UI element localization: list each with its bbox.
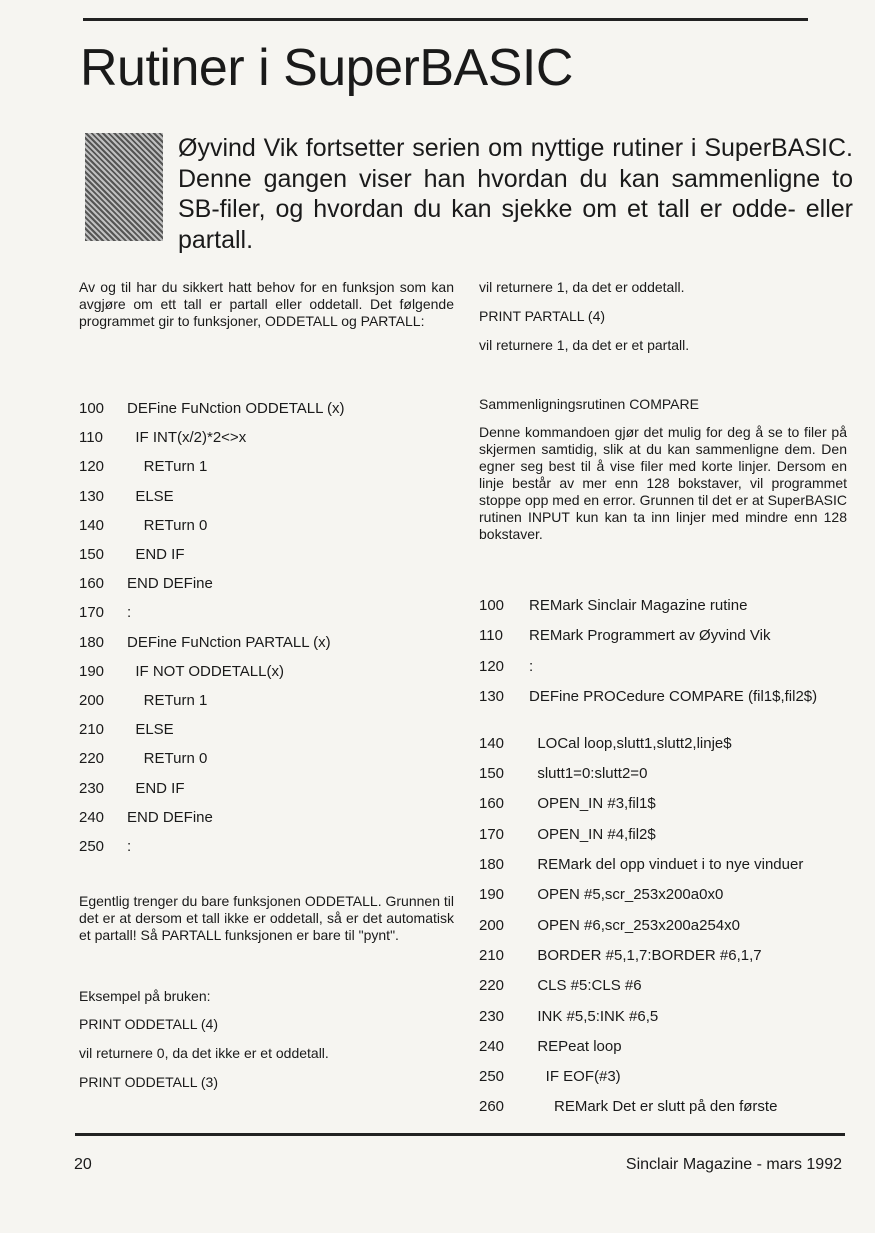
line-number: 120 — [479, 657, 505, 675]
author-photo — [85, 133, 163, 241]
line-number: 150 — [479, 765, 505, 783]
line-number: 210 — [79, 721, 105, 739]
code-line — [79, 400, 345, 418]
line-number: 190 — [479, 886, 505, 904]
line-number: 200 — [479, 916, 505, 934]
code-text: IF EOF(#3) — [529, 1068, 621, 1086]
code-text: REPeat loop — [529, 1037, 622, 1055]
code-text: : — [529, 657, 534, 675]
line-number: 170 — [479, 825, 505, 843]
code-text: OPEN_IN #4,fil2$ — [529, 825, 656, 843]
line-number: 150 — [79, 546, 105, 563]
code-line — [479, 1068, 621, 1086]
line-number: 180 — [79, 633, 105, 651]
line-number: 110 — [479, 627, 503, 645]
line-number: 240 — [479, 1037, 505, 1055]
code-text: END IF — [127, 779, 185, 797]
line-number: 240 — [79, 808, 105, 826]
line-number: 100 — [79, 400, 105, 417]
code-text: RETurn 1 — [127, 692, 208, 709]
line-number: 180 — [479, 856, 505, 874]
code-text: RETurn 1 — [127, 458, 208, 476]
line-number: 130 — [479, 687, 505, 705]
example-text-3: vil returnere 1, da det er et partall. — [479, 337, 690, 353]
code-line — [479, 795, 656, 813]
example-code-1: PRINT ODDETALL (4) — [79, 1016, 218, 1032]
code-text: slutt1=0:slutt2=0 — [529, 765, 648, 783]
line-number: 250 — [79, 838, 105, 855]
code-line — [79, 429, 246, 447]
code-text: END IF — [127, 546, 185, 563]
code-line — [479, 826, 656, 844]
code-line — [479, 856, 803, 874]
code-line — [79, 517, 207, 535]
line-number: 160 — [479, 795, 505, 813]
code-text: INK #5,5:INK #6,5 — [529, 1007, 659, 1025]
code-line — [79, 604, 131, 622]
code-line — [79, 809, 213, 827]
code-line — [79, 634, 331, 652]
code-text: OPEN_IN #3,fil1$ — [529, 795, 656, 813]
line-number: 230 — [479, 1007, 505, 1025]
line-number: 210 — [479, 946, 505, 964]
line-number: 250 — [479, 1068, 505, 1086]
intro-paragraph: Av og til har du sikkert hatt behov for en funksjon som kan avgjøre om ett tall er partall eller oddetall. Det følgende programmet gir to funksjoner, ODDETALL og PARTALL: — [79, 279, 454, 329]
line-number: 230 — [79, 779, 105, 797]
code-text: IF NOT ODDETALL(x) — [127, 662, 284, 680]
publication-footer: Sinclair Magazine - mars 1992 — [625, 1156, 842, 1173]
example-heading: Eksempel på bruken: — [79, 988, 211, 1004]
code-text: : — [127, 838, 132, 855]
code-text: CLS #5:CLS #6 — [529, 977, 642, 995]
line-number: 120 — [79, 458, 105, 476]
bottom-rule — [75, 1133, 845, 1136]
line-number: 110 — [79, 429, 103, 447]
code-line — [79, 458, 207, 476]
line-number: 220 — [479, 977, 505, 995]
code-line — [479, 597, 747, 615]
explain-paragraph: Egentlig trenger du bare funksjonen ODDETALL. Grunnen til det er at dersom et tall ikke er oddetall, så er det automatisk et partall! Så PARTALL funksjonen er bare til "pynt". — [79, 893, 454, 943]
code-line — [479, 688, 847, 706]
code-line — [79, 750, 207, 768]
page-number: 20 — [74, 1156, 92, 1173]
code-line — [79, 488, 174, 506]
code-text: LOCal loop,slutt1,slutt2,linje$ — [529, 734, 732, 752]
code-text: END DEFine — [127, 808, 213, 826]
code-line — [479, 947, 762, 965]
line-number: 170 — [79, 604, 105, 622]
line-number: 200 — [79, 692, 105, 709]
code-text: REMark Sinclair Magazine rutine — [529, 597, 748, 614]
code-text: REMark Programmert av Øyvind Vik — [529, 627, 771, 645]
line-number: 160 — [79, 575, 105, 593]
code-line — [479, 765, 647, 783]
article-title: Rutiner i SuperBASIC — [80, 39, 573, 97]
line-number: 190 — [79, 662, 105, 680]
code-line — [479, 627, 770, 645]
example-text-2: vil returnere 1, da det er oddetall. — [479, 279, 685, 295]
compare-heading: Sammenligningsrutinen COMPARE — [479, 396, 699, 412]
code-text: REMark Det er slutt på den første — [529, 1098, 778, 1116]
example-code-3: PRINT PARTALL (4) — [479, 308, 606, 324]
code-line — [479, 886, 723, 904]
code-text: RETurn 0 — [127, 516, 208, 534]
code-text: ELSE — [127, 487, 174, 505]
code-line — [79, 546, 185, 564]
line-number: 130 — [79, 487, 105, 505]
example-code-2: PRINT ODDETALL (3) — [79, 1074, 218, 1090]
code-text: RETurn 0 — [127, 750, 208, 768]
code-line — [479, 735, 732, 753]
compare-paragraph: Denne kommandoen gjør det mulig for deg å se to filer på skjermen samtidig, slik at du kan sammenligne dem. Den egner seg best til å vise filer med korte linjer. Dersom en linje består av mer enn 128 bokstaver, vil programmet stoppe opp med en error. Grunnen til det er at SuperBASIC rutinen INPUT kun kan ta inn linjer med mindre enn 128 bokstaver. — [479, 424, 847, 542]
code-text: : — [127, 604, 132, 622]
code-line — [479, 658, 533, 676]
code-text: OPEN #6,scr_253x200a254x0 — [529, 916, 740, 934]
code-line — [479, 1008, 658, 1026]
code-text: IF INT(x/2)*2<>x — [127, 429, 247, 447]
code-line — [479, 1038, 622, 1056]
line-number: 140 — [79, 516, 105, 534]
code-text: OPEN #5,scr_253x200a0x0 — [529, 886, 724, 904]
code-line — [479, 977, 642, 995]
code-text: DEFine PROCedure COMPARE (fil1$,fil2$) — [529, 687, 818, 705]
line-number: 260 — [479, 1098, 505, 1116]
article-lead: Øyvind Vik fortsetter serien om nyttige rutiner i SuperBASIC. Denne gangen viser han hvordan du kan sammenligne to SB-filer, og hvordan du kan sjekke om et tall er odde- eller partall. — [178, 134, 853, 254]
code-text: END DEFine — [127, 575, 213, 593]
example-text-1: vil returnere 0, da det ikke er et oddetall. — [79, 1045, 329, 1061]
code-line — [79, 838, 131, 856]
code-line — [79, 721, 174, 739]
code-text: BORDER #5,1,7:BORDER #6,1,7 — [529, 946, 762, 964]
code-line — [479, 1098, 777, 1116]
code-text: REMark del opp vinduet i to nye vinduer — [529, 856, 804, 874]
code-text: DEFine FuNction ODDETALL (x) — [127, 400, 345, 417]
line-number: 100 — [479, 597, 505, 614]
code-line — [79, 575, 213, 593]
line-number: 220 — [79, 750, 105, 768]
code-text: ELSE — [127, 721, 174, 739]
code-line — [79, 663, 284, 681]
code-line — [79, 692, 207, 710]
line-number: 140 — [479, 734, 505, 752]
code-line — [479, 917, 740, 935]
top-rule — [83, 18, 808, 21]
code-line — [79, 780, 185, 798]
code-text: DEFine FuNction PARTALL (x) — [127, 633, 331, 651]
